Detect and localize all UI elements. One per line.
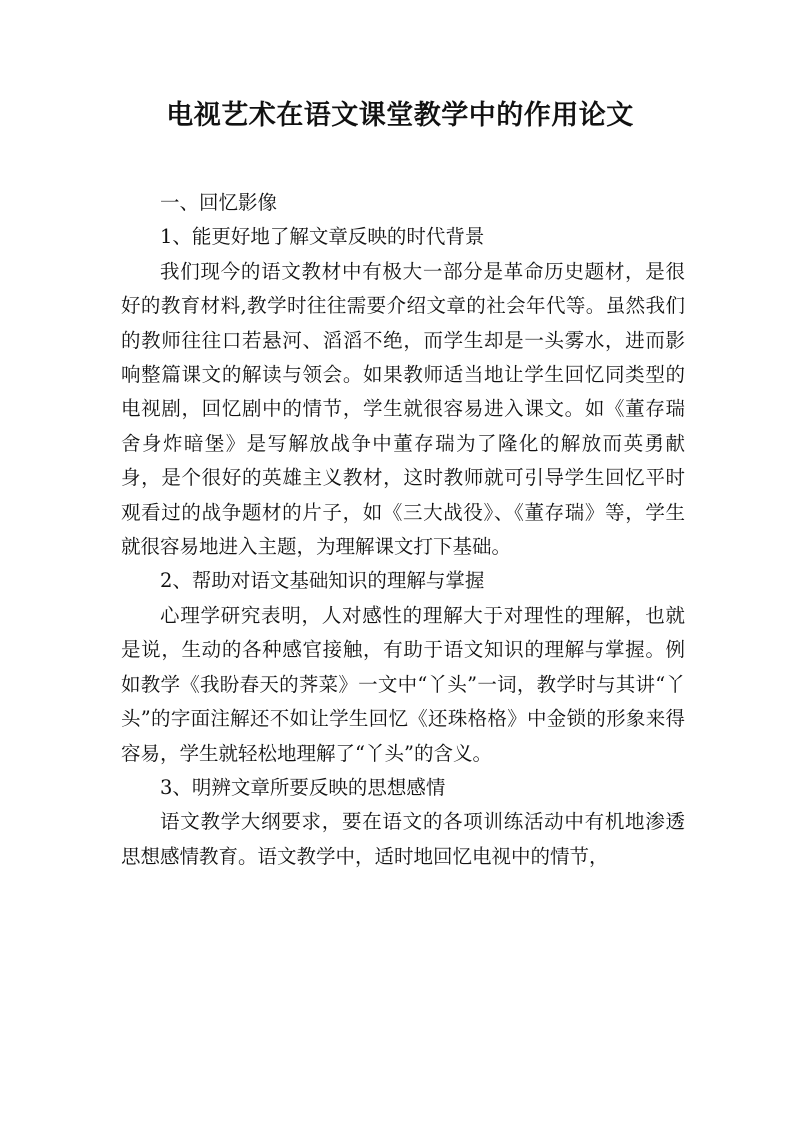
subsection-heading: 3、明辨文章所要反映的思想感情 <box>160 775 446 799</box>
body-paragraph: 语文教学大纲要求，要在语文的各项训练活动中有机地渗透思想感情教育。语文教学中，适时地回忆电视中的情节， <box>121 810 685 868</box>
section-heading: 一、回忆影像 <box>160 191 278 214</box>
document-body <box>121 186 685 874</box>
body-paragraph: 我们现今的语文教材中有极大一部分是革命历史题材，是很好的教育材料,教学时往往需要介绍文章的社会年代等。虽然我们的教师往往口若悬河、滔滔不绝，而学生却是一头雾水，进而影响整篇课文的解读与领会。如果教师适当地让学生回忆同类型的电视剧，回忆剧中的情节，学生就很容易进入课文。如《董存瑞舍身炸暗堡》是写解放战争中董存瑞为了隆化的解放而英勇献身，是个很好的英雄主义教材，这时教师就可引导学生回忆平时观看过的战争题材的片子，如《三大战役》、《董存瑞》等，学生就很容易地进入主题，为理解课文打下基础。 <box>121 259 685 559</box>
subsection-heading: 2、帮助对语文基础知识的理解与掌握 <box>160 569 485 593</box>
body-paragraph: 心理学研究表明，人对感性的理解大于对理性的理解，也就是说，生动的各种感官接触，有助于语文知识的理解与掌握。例如教学《我盼春天的荠菜》一文中“丫头”一词，教学时与其讲“丫头”的字面注解还不如让学生回忆《还珠格格》中金锁的形象来得容易，学生就轻松地理解了“丫头”的含义。 <box>121 603 685 765</box>
subsection-heading: 1、能更好地了解文章反映的时代背景 <box>160 225 485 249</box>
document-title: 电视艺术在语文课堂教学中的作用论文 <box>166 100 634 131</box>
